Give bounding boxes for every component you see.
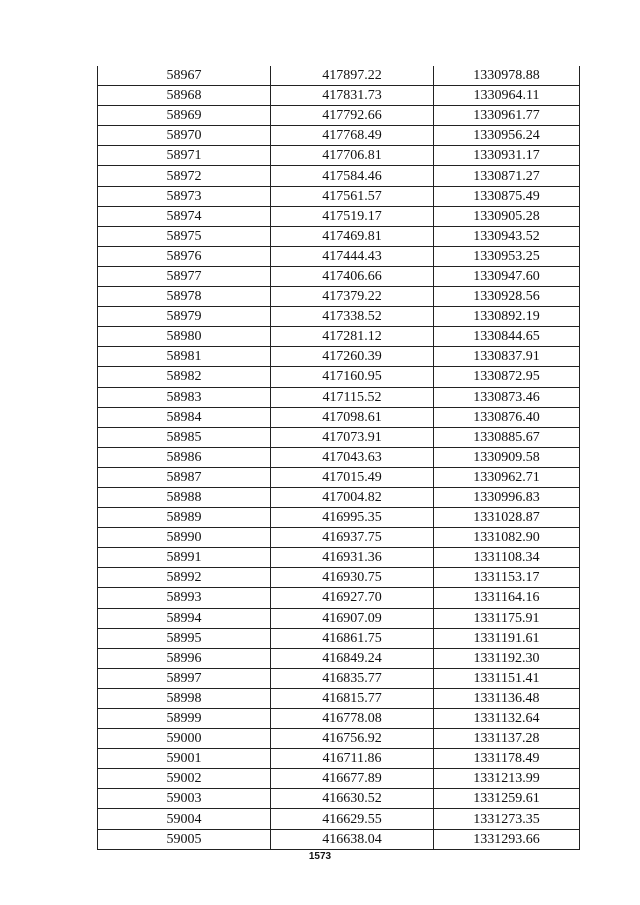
x-coordinate-cell: 417897.22: [271, 66, 434, 86]
x-coordinate-cell: 417015.49: [271, 467, 434, 487]
table-row: [98, 367, 580, 387]
table-row: [98, 206, 580, 226]
point-id-cell: 59001: [98, 749, 271, 769]
x-coordinate-cell: 416711.86: [271, 749, 434, 769]
point-id-cell: 58973: [98, 186, 271, 206]
table-row: [98, 668, 580, 688]
y-coordinate-cell: 1331153.17: [434, 568, 580, 588]
y-coordinate-cell: 1331273.35: [434, 809, 580, 829]
table-row: [98, 809, 580, 829]
y-coordinate-cell: 1330953.25: [434, 246, 580, 266]
point-id-cell: 58972: [98, 166, 271, 186]
x-coordinate-cell: 416927.70: [271, 588, 434, 608]
point-id-cell: 58987: [98, 467, 271, 487]
y-coordinate-cell: 1331137.28: [434, 729, 580, 749]
point-id-cell: 58974: [98, 206, 271, 226]
y-coordinate-cell: 1331028.87: [434, 508, 580, 528]
table-row: [98, 66, 580, 86]
table-row: [98, 568, 580, 588]
x-coordinate-cell: 417281.12: [271, 327, 434, 347]
table-row: [98, 709, 580, 729]
point-id-cell: 58980: [98, 327, 271, 347]
point-id-cell: 59000: [98, 729, 271, 749]
coordinates-table: [97, 66, 580, 850]
table-row: [98, 246, 580, 266]
table-row: [98, 608, 580, 628]
point-id-cell: 58983: [98, 387, 271, 407]
point-id-cell: 58986: [98, 447, 271, 467]
y-coordinate-cell: 1330876.40: [434, 407, 580, 427]
point-id-cell: 59002: [98, 769, 271, 789]
point-id-cell: 58978: [98, 287, 271, 307]
y-coordinate-cell: 1330947.60: [434, 266, 580, 286]
x-coordinate-cell: 417073.91: [271, 427, 434, 447]
y-coordinate-cell: 1331175.91: [434, 608, 580, 628]
y-coordinate-cell: 1330978.88: [434, 66, 580, 86]
x-coordinate-cell: 416835.77: [271, 668, 434, 688]
x-coordinate-cell: 417831.73: [271, 86, 434, 106]
table-row: [98, 769, 580, 789]
y-coordinate-cell: 1331136.48: [434, 688, 580, 708]
y-coordinate-cell: 1330909.58: [434, 447, 580, 467]
y-coordinate-cell: 1330996.83: [434, 487, 580, 507]
x-coordinate-cell: 417792.66: [271, 106, 434, 126]
y-coordinate-cell: 1330956.24: [434, 126, 580, 146]
table-row: [98, 86, 580, 106]
y-coordinate-cell: 1331178.49: [434, 749, 580, 769]
y-coordinate-cell: 1331293.66: [434, 829, 580, 849]
point-id-cell: 58998: [98, 688, 271, 708]
x-coordinate-cell: 417260.39: [271, 347, 434, 367]
table-row: [98, 789, 580, 809]
x-coordinate-cell: 416930.75: [271, 568, 434, 588]
point-id-cell: 58967: [98, 66, 271, 86]
page-number: 1573: [308, 851, 332, 862]
x-coordinate-cell: 417115.52: [271, 387, 434, 407]
x-coordinate-cell: 416629.55: [271, 809, 434, 829]
y-coordinate-cell: 1330873.46: [434, 387, 580, 407]
table-row: [98, 307, 580, 327]
y-coordinate-cell: 1330905.28: [434, 206, 580, 226]
point-id-cell: 58968: [98, 86, 271, 106]
point-id-cell: 58985: [98, 427, 271, 447]
x-coordinate-cell: 417379.22: [271, 287, 434, 307]
y-coordinate-cell: 1331191.61: [434, 628, 580, 648]
point-id-cell: 58989: [98, 508, 271, 528]
x-coordinate-cell: 417444.43: [271, 246, 434, 266]
x-coordinate-cell: 416907.09: [271, 608, 434, 628]
y-coordinate-cell: 1330872.95: [434, 367, 580, 387]
table-row: [98, 447, 580, 467]
table-row: [98, 266, 580, 286]
table-row: [98, 146, 580, 166]
y-coordinate-cell: 1330943.52: [434, 226, 580, 246]
point-id-cell: 59003: [98, 789, 271, 809]
x-coordinate-cell: 416861.75: [271, 628, 434, 648]
point-id-cell: 58988: [98, 487, 271, 507]
table-row: [98, 829, 580, 849]
table-row: [98, 186, 580, 206]
x-coordinate-cell: 416931.36: [271, 548, 434, 568]
table-row: [98, 588, 580, 608]
table-row: [98, 387, 580, 407]
y-coordinate-cell: 1330961.77: [434, 106, 580, 126]
x-coordinate-cell: 416937.75: [271, 528, 434, 548]
table-row: [98, 548, 580, 568]
x-coordinate-cell: 417561.57: [271, 186, 434, 206]
x-coordinate-cell: 417768.49: [271, 126, 434, 146]
point-id-cell: 58975: [98, 226, 271, 246]
x-coordinate-cell: 417519.17: [271, 206, 434, 226]
x-coordinate-cell: 417706.81: [271, 146, 434, 166]
x-coordinate-cell: 417098.61: [271, 407, 434, 427]
y-coordinate-cell: 1331192.30: [434, 648, 580, 668]
point-id-cell: 58991: [98, 548, 271, 568]
table-row: [98, 628, 580, 648]
x-coordinate-cell: 417584.46: [271, 166, 434, 186]
point-id-cell: 59005: [98, 829, 271, 849]
y-coordinate-cell: 1330875.49: [434, 186, 580, 206]
x-coordinate-cell: 417338.52: [271, 307, 434, 327]
table-row: [98, 749, 580, 769]
x-coordinate-cell: 416638.04: [271, 829, 434, 849]
table-row: [98, 427, 580, 447]
point-id-cell: 58984: [98, 407, 271, 427]
point-id-cell: 58976: [98, 246, 271, 266]
y-coordinate-cell: 1330844.65: [434, 327, 580, 347]
x-coordinate-cell: 416849.24: [271, 648, 434, 668]
y-coordinate-cell: 1331213.99: [434, 769, 580, 789]
table-row: [98, 487, 580, 507]
y-coordinate-cell: 1330892.19: [434, 307, 580, 327]
x-coordinate-cell: 417160.95: [271, 367, 434, 387]
coordinates-table-body: [98, 66, 580, 849]
y-coordinate-cell: 1331151.41: [434, 668, 580, 688]
point-id-cell: 58997: [98, 668, 271, 688]
point-id-cell: 58995: [98, 628, 271, 648]
y-coordinate-cell: 1331108.34: [434, 548, 580, 568]
y-coordinate-cell: 1330928.56: [434, 287, 580, 307]
y-coordinate-cell: 1330964.11: [434, 86, 580, 106]
table-row: [98, 508, 580, 528]
point-id-cell: 58981: [98, 347, 271, 367]
point-id-cell: 58992: [98, 568, 271, 588]
y-coordinate-cell: 1331259.61: [434, 789, 580, 809]
x-coordinate-cell: 416815.77: [271, 688, 434, 708]
x-coordinate-cell: 417406.66: [271, 266, 434, 286]
point-id-cell: 58979: [98, 307, 271, 327]
x-coordinate-cell: 416630.52: [271, 789, 434, 809]
point-id-cell: 59004: [98, 809, 271, 829]
point-id-cell: 58990: [98, 528, 271, 548]
table-row: [98, 688, 580, 708]
x-coordinate-cell: 417043.63: [271, 447, 434, 467]
point-id-cell: 58996: [98, 648, 271, 668]
table-row: [98, 347, 580, 367]
x-coordinate-cell: 416778.08: [271, 709, 434, 729]
table-row: [98, 467, 580, 487]
x-coordinate-cell: 417469.81: [271, 226, 434, 246]
y-coordinate-cell: 1330837.91: [434, 347, 580, 367]
x-coordinate-cell: 417004.82: [271, 487, 434, 507]
table-row: [98, 166, 580, 186]
y-coordinate-cell: 1330871.27: [434, 166, 580, 186]
point-id-cell: 58971: [98, 146, 271, 166]
point-id-cell: 58993: [98, 588, 271, 608]
y-coordinate-cell: 1331164.16: [434, 588, 580, 608]
x-coordinate-cell: 416995.35: [271, 508, 434, 528]
table-row: [98, 648, 580, 668]
point-id-cell: 58970: [98, 126, 271, 146]
table-row: [98, 106, 580, 126]
y-coordinate-cell: 1330931.17: [434, 146, 580, 166]
y-coordinate-cell: 1330962.71: [434, 467, 580, 487]
table-row: [98, 327, 580, 347]
table-row: [98, 287, 580, 307]
point-id-cell: 58994: [98, 608, 271, 628]
table-row: [98, 226, 580, 246]
table-row: [98, 126, 580, 146]
point-id-cell: 58982: [98, 367, 271, 387]
table-row: [98, 407, 580, 427]
table-row: [98, 528, 580, 548]
table-row: [98, 729, 580, 749]
point-id-cell: 58977: [98, 266, 271, 286]
y-coordinate-cell: 1331082.90: [434, 528, 580, 548]
point-id-cell: 58999: [98, 709, 271, 729]
x-coordinate-cell: 416756.92: [271, 729, 434, 749]
point-id-cell: 58969: [98, 106, 271, 126]
x-coordinate-cell: 416677.89: [271, 769, 434, 789]
y-coordinate-cell: 1330885.67: [434, 427, 580, 447]
y-coordinate-cell: 1331132.64: [434, 709, 580, 729]
